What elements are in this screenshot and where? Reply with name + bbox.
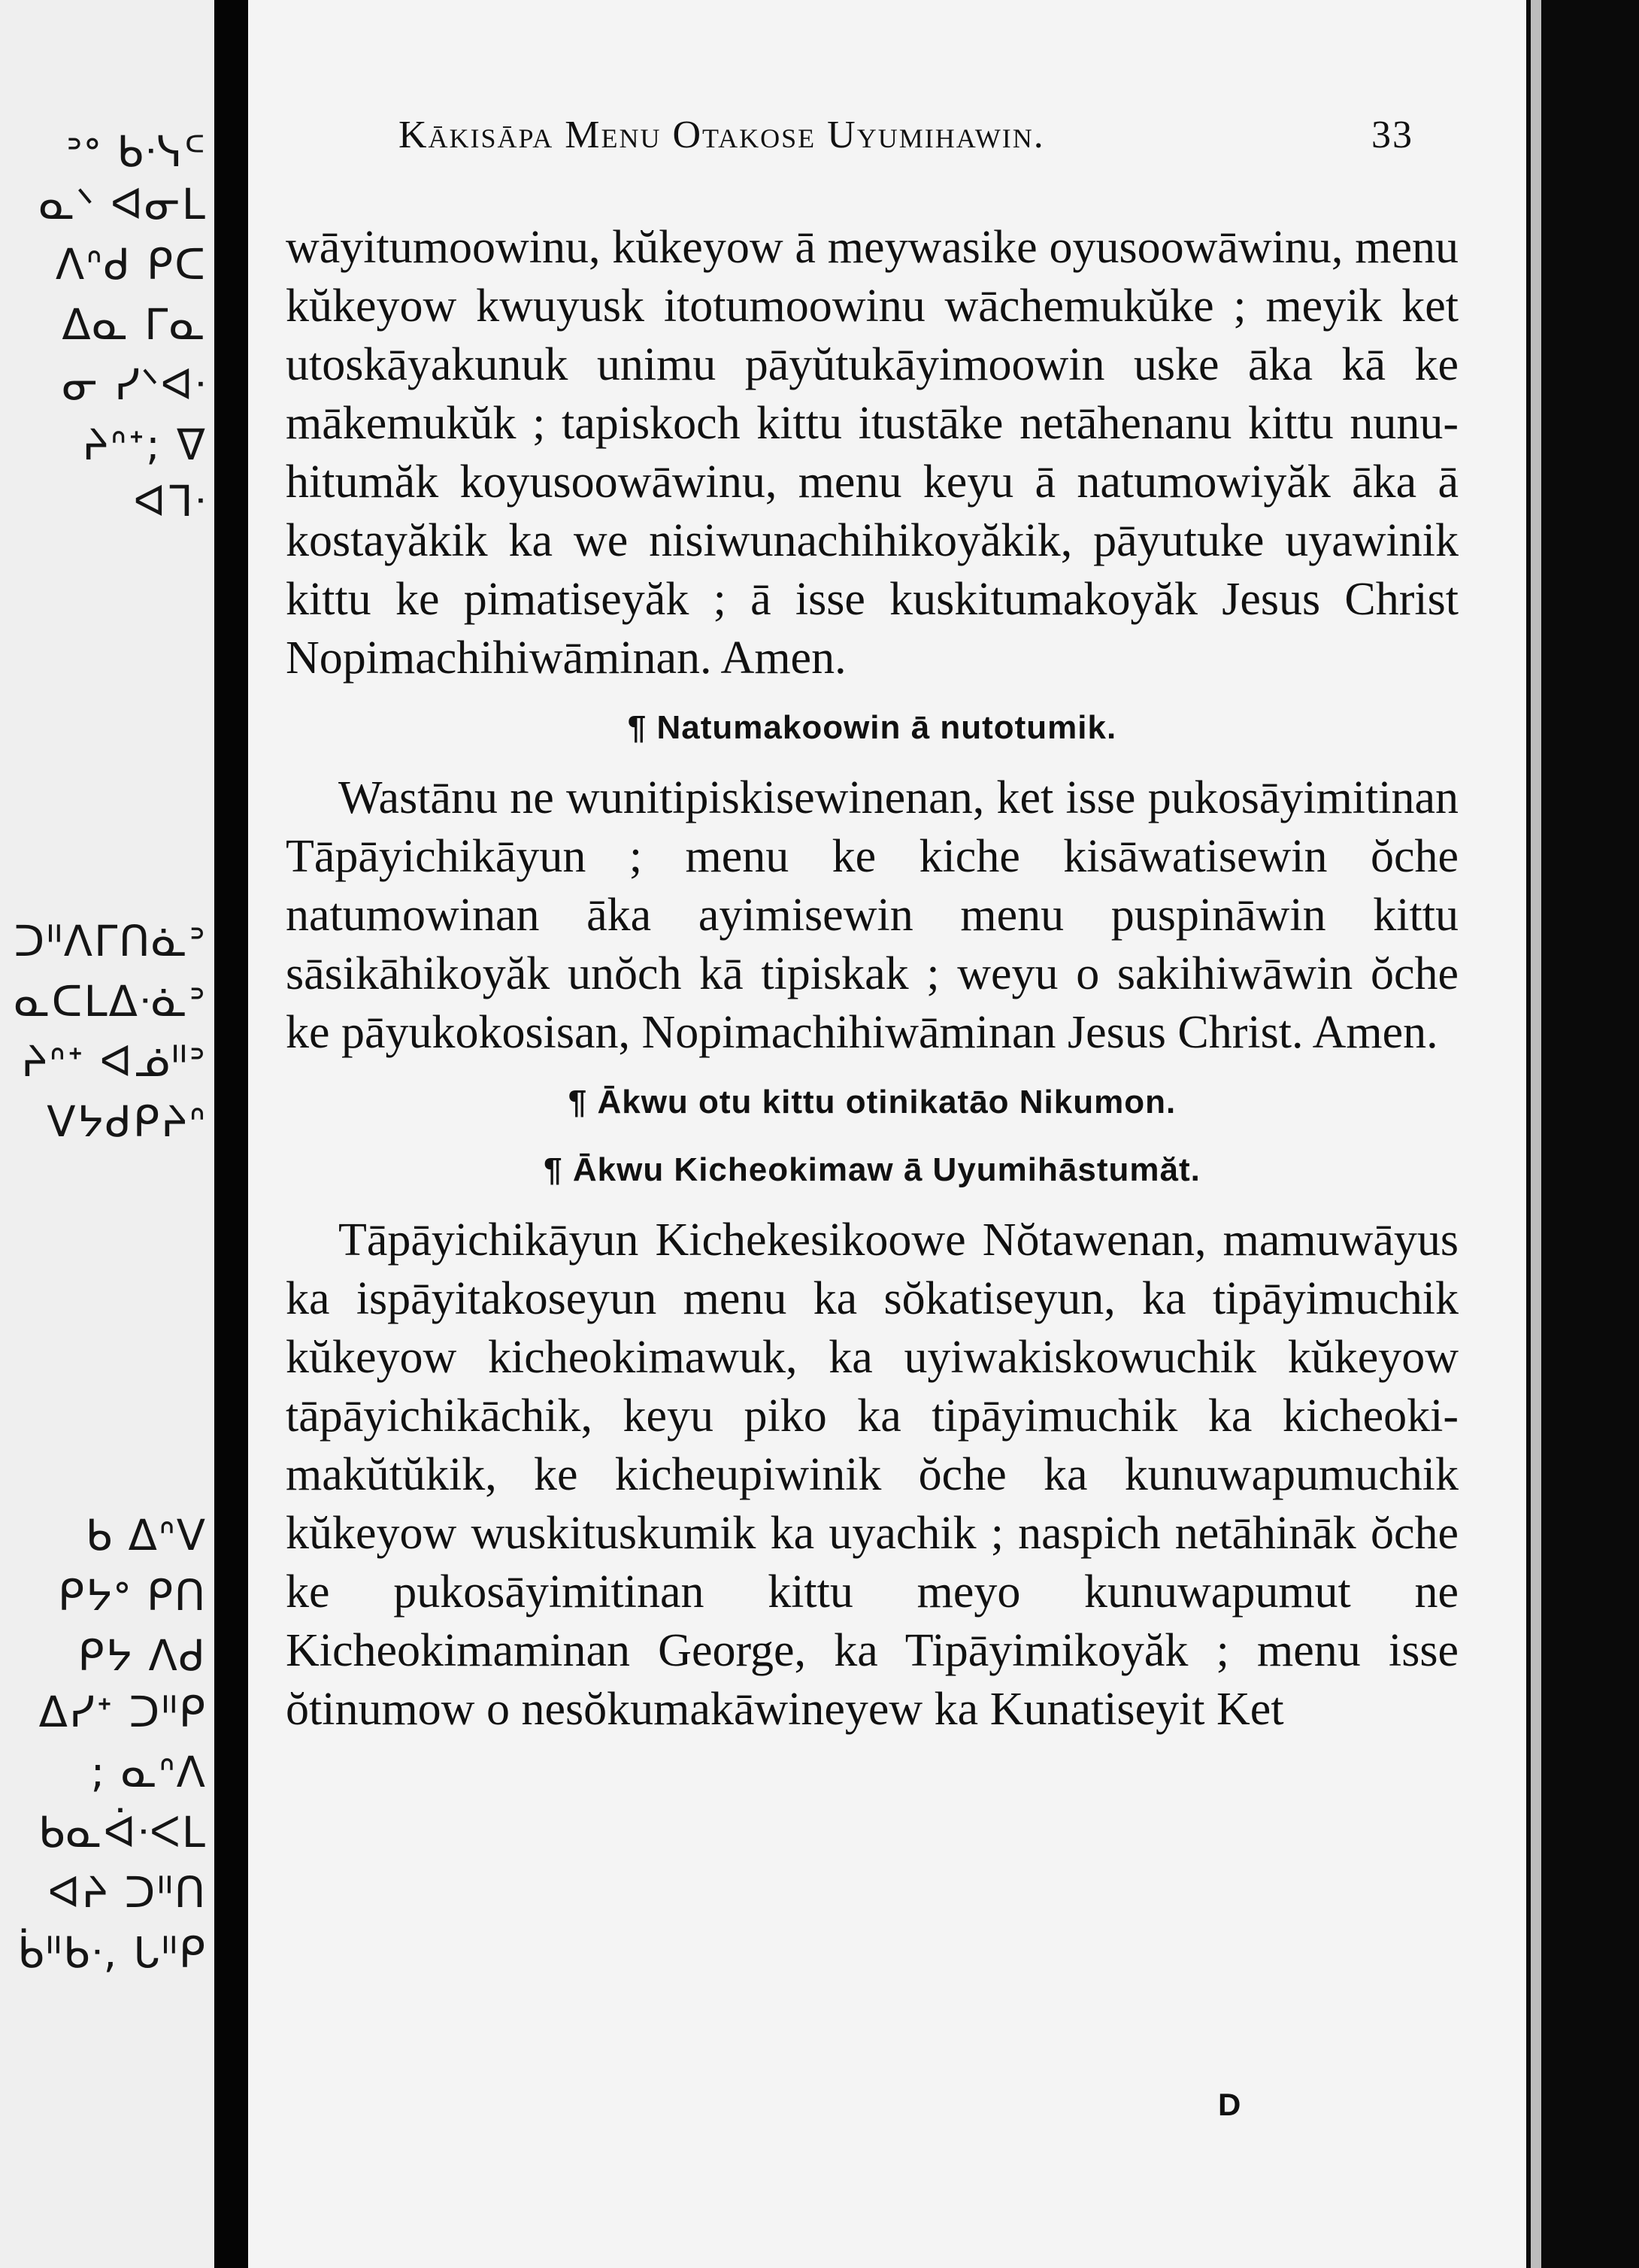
facing-page-line: ᑐᐦᐱᒥᑎᓈᐣ bbox=[14, 917, 207, 966]
book-page bbox=[248, 0, 1526, 2268]
facing-page-line: ᑭᔭ ᐱᑯ bbox=[77, 1632, 207, 1681]
facing-page-line: ᑲ ᐃᐢᐯ bbox=[85, 1511, 207, 1560]
page-body bbox=[286, 218, 1459, 1739]
book-gutter bbox=[214, 0, 248, 2268]
prayer-paragraph: Wastānu ne wunitipiskisewinenan, ket isse pukosāyimitinan Tāpāyichikāyun ; menu ke kiche kisāwatisewin ŏche natumowinan āka ayimisewin menu puspināwin kittu sāsikāhikoyăk unŏch kā tipiskak ; weyu o sakihiwāwin ŏche ke pāyukokosisan, Nopimachihiwāminan Jesus Christ. Amen. bbox=[286, 772, 1459, 1058]
prayer-paragraph: Tāpāyichikāyun Kichekesikoowe Nŏtawenan, mamuwāyus ka ispāyitakoseyun menu ka sŏkatiseyun, ka tipāyimuchik kŭkeyow kicheokimawuk, ka uyiwakiskowuchik kŭkeyow tāpāyichikāchik, keyu piko ka tipāyimuchik ka kicheokimakŭtŭkik, ke kicheupiwinik ŏche ka kunuwapumuchik kŭkeyow wuskituskumik ka uyachik ; naspich netāhināk ŏche ke pukosāyimitinan kittu meyo kunuwapumut ne Kicheokimaminan George, ka Tipāyimikoyăk ; menu isse ŏtinumow o nesŏkumakāwineyew ka Kunatiseyit Ket bbox=[286, 1214, 1459, 1735]
page-edge bbox=[1526, 0, 1639, 2268]
signature-mark: D bbox=[1218, 2087, 1241, 2122]
page-number: 33 bbox=[1371, 114, 1413, 156]
facing-page-line: ᓇᐠ ᐊᓂᒪ bbox=[38, 180, 207, 229]
facing-page-line: ᔨᐢᐩ; ᐁ bbox=[82, 421, 207, 470]
facing-page-line: ᐊᔨ ᑐᐦᑎ bbox=[47, 1869, 207, 1918]
rubric-heading: ¶ Natumakoowin ā nutotumik. bbox=[627, 709, 1117, 746]
facing-page-line: ᓂ ᓯᐠᐊᐧ bbox=[62, 361, 207, 410]
facing-page-line: ᐊᒣᐧ bbox=[133, 478, 207, 526]
facing-page-line: ᑳᐦᑲᐧ, ᒐᐦᑭ bbox=[17, 1929, 207, 1978]
facing-page-line: ᐯᔭᑯᑭᔨᐢ bbox=[47, 1098, 207, 1147]
facing-page-line: ᑲᓇᐋᐧᐸᒪ bbox=[38, 1809, 207, 1857]
facing-page-line: ᐃᓯᐩ ᑐᐦᑭ bbox=[38, 1688, 207, 1737]
page-header bbox=[398, 113, 1413, 173]
facing-page-line: ; ᓇᐢᐱ bbox=[90, 1748, 207, 1797]
facing-page bbox=[0, 0, 214, 2268]
rubric-heading: ¶ Ākwu otu kittu otinikatāo Nikumon. bbox=[568, 1084, 1177, 1120]
facing-page-line: ᑭᔭᐤ ᑭᑎ bbox=[57, 1572, 207, 1621]
facing-page-line: ᐃᓇ ᒥᓇ bbox=[62, 301, 207, 350]
facing-page-line: ᐱᐢᑯ ᑭᑕ bbox=[55, 241, 207, 290]
facing-page-line: ᔨᐢᐩ ᐊᓅᐦᐣ bbox=[21, 1038, 207, 1087]
running-title: Kākisāpa Menu Otakose Uyumihawin. bbox=[398, 114, 1045, 156]
rubric-heading: ¶ Ākwu Kicheokimaw ā Uyumihāstumăt. bbox=[544, 1151, 1201, 1188]
facing-page-line: ᐣᐤ ᑲᐧᓭᒼ bbox=[65, 128, 207, 177]
prayer-paragraph: wāyitumoowinu, kŭkeyow ā meywasike oyusoowāwinu, menu kŭkeyow kwuyusk itotumoowinu wāchemukŭke ; meyik ket utoskāyakunuk unimu pāyŭtukāyimoowin uske āka kā ke mākemukŭk ; tapiskoch kittu itustāke netāhenanu kittu nunuhitumăk koyusoowāwinu, menu keyu ā natumowiyăk āka ā kostayăkik ka we nisiwunachihikoyăkik, pāyutuke uyawinik kittu ke pimatiseyăk ; ā isse kuskitumakoyăk Jesus Christ Nopimachihiwāminan. Amen. bbox=[286, 222, 1459, 684]
facing-page-line: ᓇᑕᒪᐃᐧᓈᐣ bbox=[14, 978, 207, 1026]
page-edge-strip bbox=[1531, 0, 1541, 2268]
